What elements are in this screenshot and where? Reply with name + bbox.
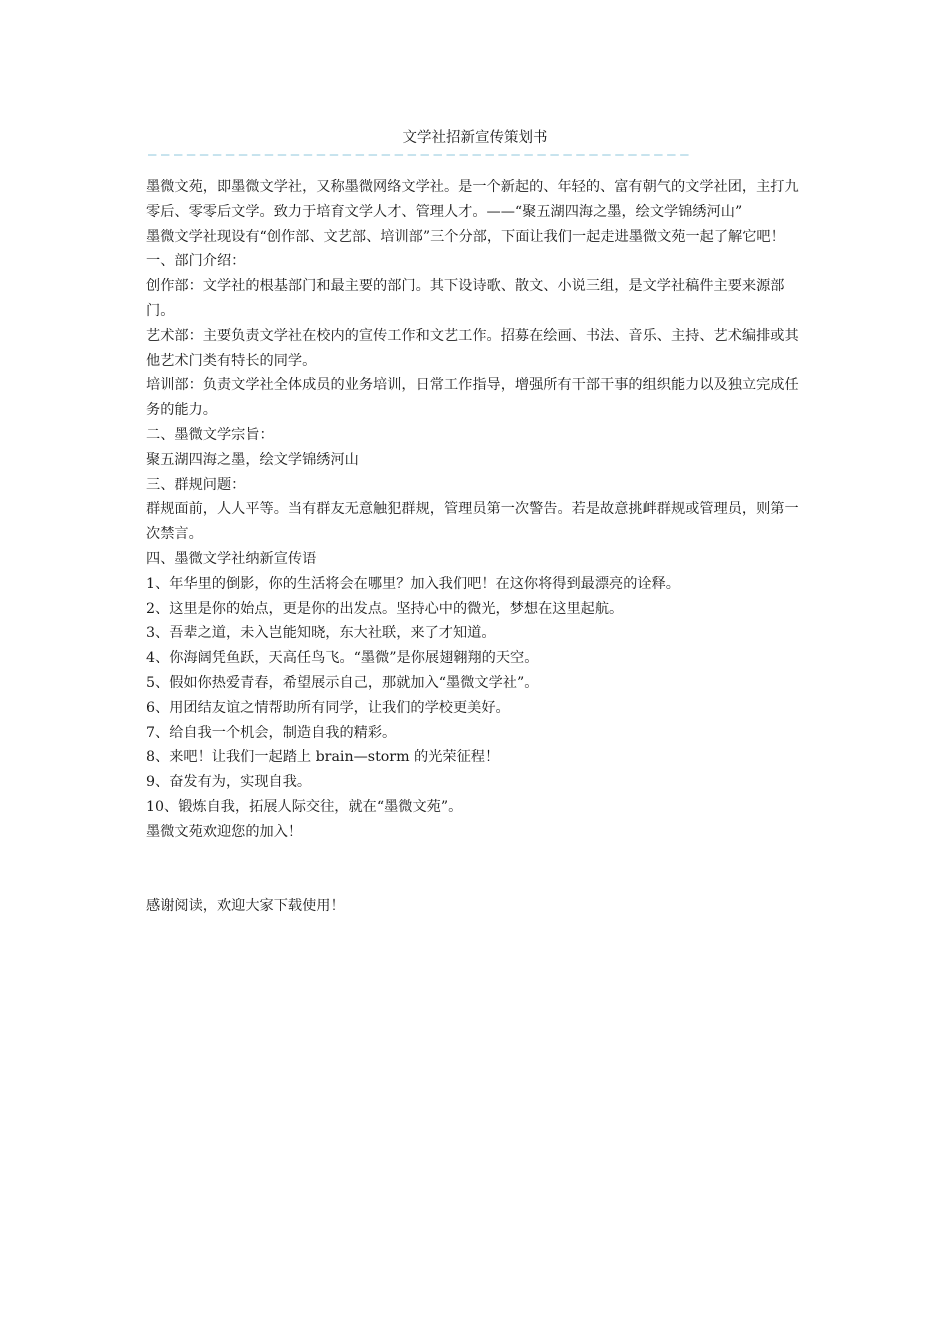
paragraph-rules: 群规面前，人人平等。当有群友无意触犯群规，管理员第一次警告。若是故意挑衅群规或管理员，则第一次禁言。 xyxy=(146,501,799,543)
slogan-item: 5、假如你热爱青春，希望展示自己，那就加入“墨微文学社”。 xyxy=(146,674,539,691)
paragraph-purpose: 聚五湖四海之墨，绘文学锦绣河山 xyxy=(146,451,359,468)
paragraph-welcome: 墨微文苑欢迎您的加入！ xyxy=(146,823,303,840)
section-heading-slogans: 四、墨微文学社纳新宣传语 xyxy=(146,550,317,567)
slogan-item: 1、年华里的倒影，你的生活将会在哪里？加入我们吧！在这你将得到最漂亮的诠释。 xyxy=(146,575,680,592)
section-heading-rules: 三、群规问题： xyxy=(146,476,246,493)
slogan-item: 3、吾辈之道，未入岂能知晓，东大社联，来了才知道。 xyxy=(146,625,496,642)
section-heading-departments: 一、部门介绍： xyxy=(146,253,246,270)
paragraph-creation-dept: 创作部：文学社的根基部门和最主要的部门。其下设诗歌、散文、小说三组，是文学社稿件主要来源部门。 xyxy=(146,278,785,319)
slogan-item: 2、这里是你的始点，更是你的出发点。坚持心中的微光，梦想在这里起航。 xyxy=(146,600,624,617)
paragraph-art-dept: 艺术部：主要负责文学社在校内的宣传工作和文艺工作。招募在绘画、书法、音乐、主持、艺术编排或其他艺术门类有特长的同学。 xyxy=(146,327,799,369)
paragraph-intro: 墨微文苑，即墨微文学社，又称墨微网络文学社。是一个新起的、年轻的、富有朝气的文学社团，主打九零后、零零后文学。致力于培育文学人才、管理人才。——“聚五湖四海之墨，绘文学锦绣河山” xyxy=(146,179,799,220)
closing-note: 感谢阅读，欢迎大家下载使用！ xyxy=(146,898,345,915)
document-body xyxy=(146,175,809,919)
slogan-item: 8、来吧！让我们一起踏上 brain—storm 的光荣征程！ xyxy=(146,749,500,766)
slogan-item: 9、奋发有为，实现自我。 xyxy=(146,774,312,791)
slogan-item: 7、给自我一个机会，制造自我的精彩。 xyxy=(146,724,397,741)
slogan-item: 4、你海阔凭鱼跃，天高任鸟飞。“墨微”是你展翅翱翔的天空。 xyxy=(146,650,539,667)
title-divider: —————————————————————————————————————————— xyxy=(148,149,694,161)
section-heading-purpose: 二、墨微文学宗旨： xyxy=(146,426,274,443)
paragraph-departments-overview: 墨微文学社现设有“创作部、文艺部、培训部”三个分部，下面让我们一起走进墨微文苑一起了解它吧！ xyxy=(146,228,785,245)
slogan-item: 10、锻炼自我，拓展人际交往，就在“墨微文苑”。 xyxy=(146,798,463,815)
paragraph-training-dept: 培训部：负责文学社全体成员的业务培训，日常工作指导，增强所有干部干事的组织能力以及独立完成任务的能力。 xyxy=(146,377,799,419)
document-title: 文学社招新宣传策划书 xyxy=(402,130,548,146)
slogan-item: 6、用团结友谊之情帮助所有同学，让我们的学校更美好。 xyxy=(146,699,510,716)
blank-space xyxy=(146,845,809,895)
